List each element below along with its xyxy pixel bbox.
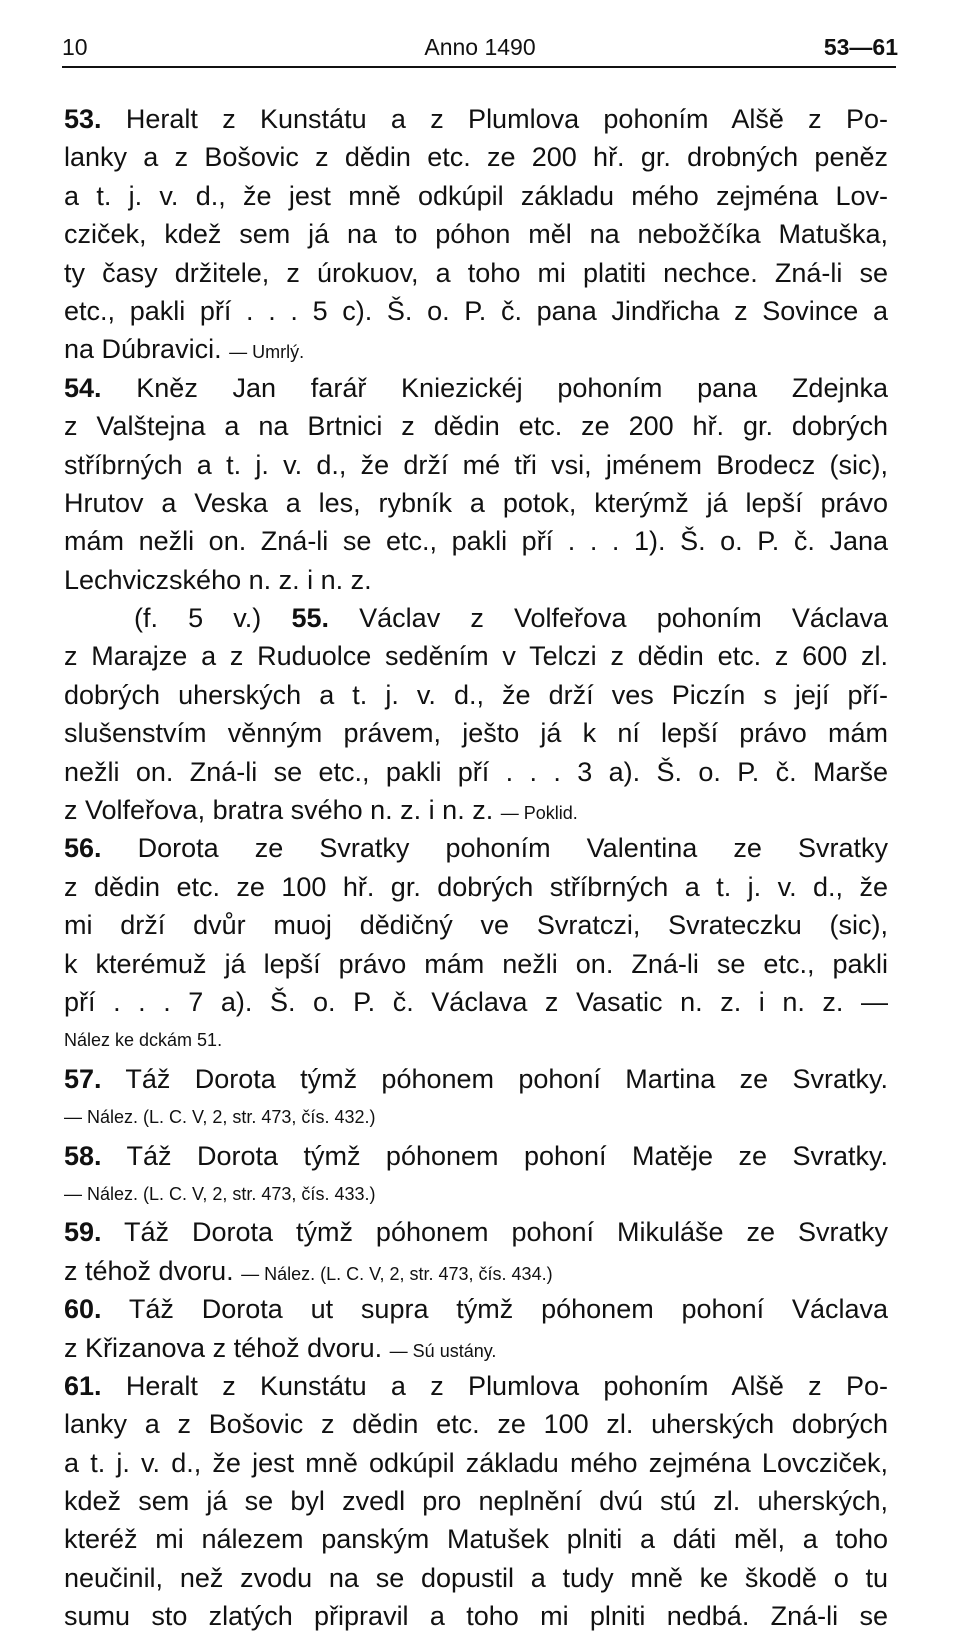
line-text: cziček, kdež sem já na to póhon měl na nebožčíka Matuška,: [64, 219, 888, 250]
editorial-note: Nález ke dckám 51.: [64, 1030, 223, 1051]
line-text: mám nežli on. Zná-li se etc., pakli pří . . . 1). Š. o. P. č. Jana: [64, 526, 888, 557]
text-line: [64, 1367, 888, 1405]
text-line: [64, 1520, 888, 1558]
text-line: [64, 330, 888, 368]
line-text: ty časy držitele, z úrokuov, a toho mi platiti nechce. Zná-li se: [64, 257, 888, 288]
text-line: [64, 906, 888, 944]
entry-number: 57.: [64, 1063, 102, 1094]
entry-number: 58.: [64, 1140, 102, 1171]
line-text: Václav z Volfeřova pohoním Václava: [329, 603, 888, 634]
line-text: z Křizanova z téhož dvoru.: [64, 1332, 390, 1363]
entry-number: 54.: [64, 372, 102, 403]
line-text: Lechviczského n. z. i n. z.: [64, 564, 372, 595]
header-year: Anno 1490: [424, 34, 536, 60]
line-text: na Dúbravici.: [64, 334, 230, 365]
editorial-note: — Nález. (L. C. V, 2, str. 473, čís. 433.): [64, 1183, 376, 1204]
text-line: [64, 1329, 888, 1367]
running-header: [62, 32, 898, 62]
line-text: k kterémuž já lepší právo mám nežli on. Zná-li se etc., pakli: [64, 948, 888, 979]
text-line: [64, 1405, 888, 1443]
text-line: [64, 983, 888, 1021]
text-line: [64, 714, 888, 752]
editorial-note: — Poklid.: [500, 803, 578, 824]
text-line: [64, 254, 888, 292]
text-line: [64, 637, 888, 675]
line-text: stříbrných a t. j. v. d., že drží mé tři vsi, jménem Brodecz (sic),: [64, 449, 888, 480]
line-text: mi drží dvůr muoj dědičný ve Svratczi, Svrateczku (sic),: [64, 910, 888, 941]
text-line: [64, 215, 888, 253]
line-text: (f. 5 v.): [134, 603, 292, 634]
line-text: sumu sto zlatých připravil a toho mi plniti nedbá. Zná-li se: [64, 1601, 888, 1632]
entry-number: 55.: [291, 603, 329, 634]
editorial-note: — Nález. (L. C. V, 2, str. 473, čís. 434.): [241, 1263, 553, 1284]
line-text: Táž Dorota týmž póhonem pohoní Matěje ze Svratky.: [101, 1140, 888, 1171]
line-text: a t. j. v. d., že jest mně odkúpil základu mého zejména Lov-: [64, 180, 888, 211]
line-text: Heralt z Kunstátu a z Plumlova pohoním Alšě z Po-: [101, 104, 888, 134]
text-line: [64, 446, 888, 484]
line-text: Hrutov a Veska a les, rybník a potok, kterýmž já lepší právo: [64, 487, 888, 518]
line-text: lanky a z Bošovic z dědin etc. ze 200 hř. gr. drobných peněz: [64, 142, 888, 173]
text-line: [64, 1213, 888, 1251]
text-line: [64, 1060, 888, 1098]
editorial-note: — Umrlý.: [229, 342, 305, 363]
text-line: [64, 100, 888, 138]
text-line: [64, 1252, 888, 1290]
line-text: nežli on. Zná-li se etc., pakli pří . . . 3 a). Š. o. P. č. Marše: [64, 756, 888, 787]
text-line: [64, 1175, 888, 1213]
entry-number: 59.: [64, 1217, 102, 1248]
header-rule: [62, 66, 896, 68]
editorial-note: — Nález. (L. C. V, 2, str. 473, čís. 432.): [64, 1107, 376, 1128]
line-text: Dorota ze Svratky pohoním Valentina ze Svratky: [101, 833, 888, 864]
text-line: [64, 1021, 888, 1059]
line-text: Táž Dorota týmž póhonem pohoní Martina ze Svratky.: [101, 1063, 888, 1094]
text-line: [64, 599, 888, 637]
line-text: z Volfeřova, bratra svého n. z. i n. z.: [64, 795, 501, 826]
text-line: [64, 522, 888, 560]
entry-number: 56.: [64, 833, 102, 864]
entry-number: 60.: [64, 1294, 102, 1325]
line-text: Heralt z Kunstátu a z Plumlova pohoním Alšě z Po-: [101, 1370, 888, 1401]
text-line: [64, 676, 888, 714]
text-line: [64, 1597, 888, 1635]
entry-range: 53—61: [823, 34, 898, 60]
line-text: Táž Dorota týmž póhonem pohoní Mikuláše ze Svratky: [101, 1217, 888, 1248]
line-text: kteréž mi nálezem panským Matušek plniti a dáti měl, a toho: [64, 1524, 888, 1555]
entry-number: 61.: [64, 1370, 102, 1401]
line-text: z téhož dvoru.: [64, 1255, 242, 1286]
text-line: [64, 1482, 888, 1520]
line-text: lanky a z Bošovic z dědin etc. ze 100 zl. uherských dobrých: [64, 1409, 888, 1440]
line-text: z Valštejna a na Brtnici z dědin etc. ze 200 hř. gr. dobrých: [64, 411, 888, 442]
line-text: etc., pakli pří . . . 5 c). Š. o. P. č. pana Jindřicha z Sovince a: [64, 295, 888, 326]
text-line: [64, 138, 888, 176]
text-line: [64, 829, 888, 867]
text-line: [64, 1290, 888, 1328]
text-line: [64, 945, 888, 983]
editorial-note: — Sú ustány.: [389, 1340, 497, 1361]
text-line: [64, 1137, 888, 1175]
text-line: [64, 484, 888, 522]
text-line: [64, 753, 888, 791]
line-text: z Marajze a z Ruduolce seděním v Telczi z dědin etc. z 600 zl.: [64, 641, 888, 672]
line-text: z dědin etc. ze 100 hř. gr. dobrých stříbrných a t. j. v. d., že: [64, 871, 888, 902]
line-text: a t. j. v. d., že jest mně odkúpil základu mého zejména Lovcziček,: [64, 1447, 888, 1478]
text-line: [64, 292, 888, 330]
line-text: neučinil, než zvodu na se dopustil a tudy mně ke škodě o tu: [64, 1562, 888, 1593]
line-text: pří . . . 7 a). Š. o. P. č. Václava z Vasatic n. z. i n. z. —: [64, 986, 888, 1017]
text-line: [64, 1098, 888, 1136]
line-text: Kněz Jan farář Kniezickéj pohoním pana Zdejnka: [101, 372, 888, 403]
entry-number: 53.: [64, 104, 102, 134]
text-line: [64, 177, 888, 215]
page-number: 10: [62, 34, 88, 60]
line-text: Táž Dorota ut supra týmž póhonem pohoní Václava: [101, 1294, 888, 1325]
text-line: [64, 561, 888, 599]
text-line: [64, 791, 888, 829]
line-text: kdež sem já se byl zvedl pro neplnění dvú stú zl. uherských,: [64, 1486, 888, 1517]
text-line: [64, 868, 888, 906]
text-line: [64, 407, 888, 445]
document-body: [64, 100, 888, 1636]
text-line: [64, 369, 888, 407]
line-text: slušenstvím věnným právem, ješto já k ní lepší právo mám: [64, 718, 888, 749]
text-line: [64, 1444, 888, 1482]
line-text: dobrých uherských a t. j. v. d., že drží ves Piczín s její pří-: [64, 679, 888, 710]
text-line: [64, 1559, 888, 1597]
